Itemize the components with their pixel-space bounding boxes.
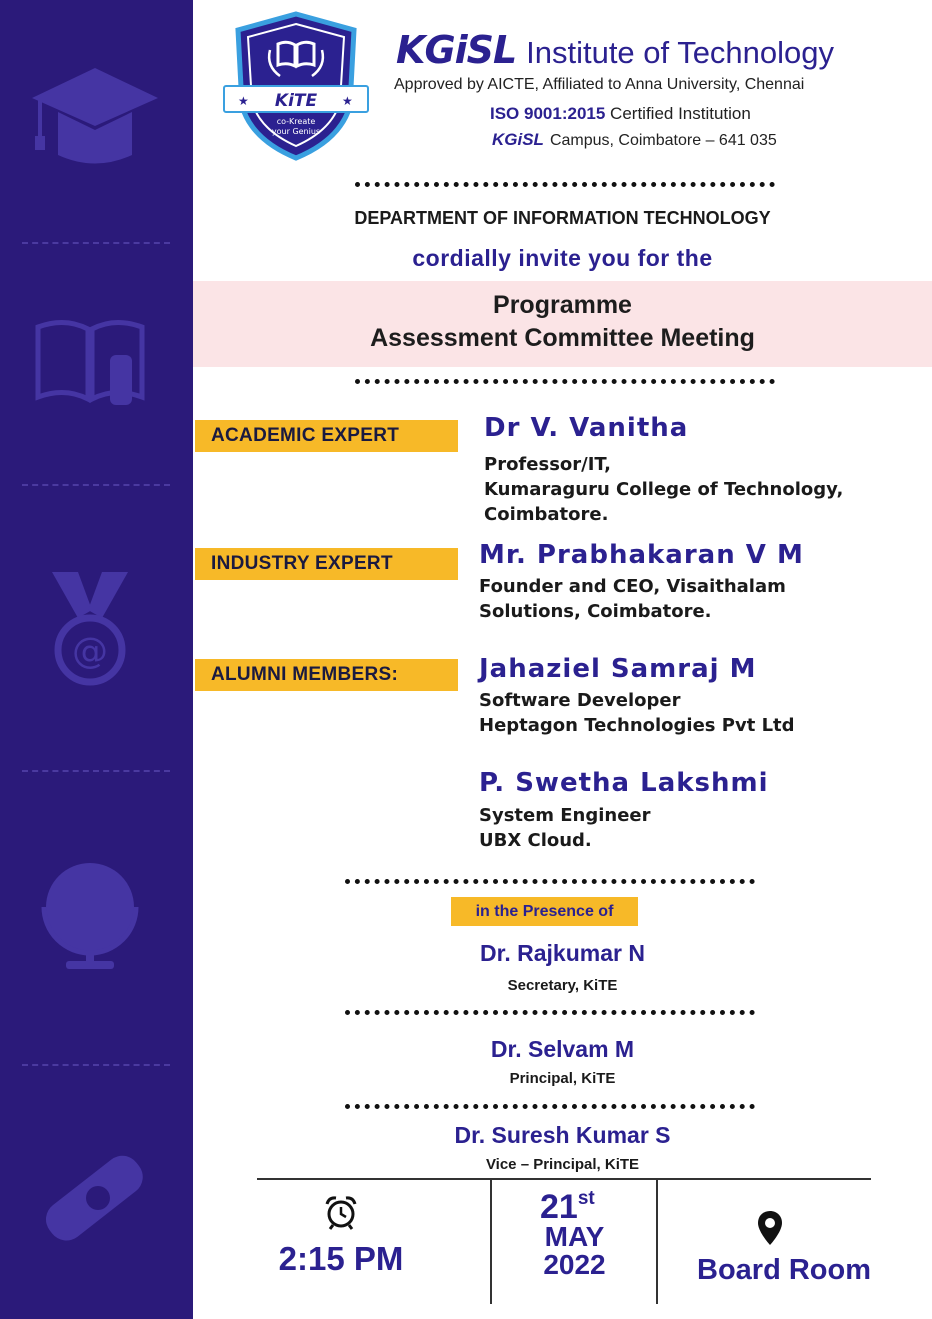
campus-brand: KGiSL <box>492 130 544 149</box>
academic-expert-name: Dr V. Vanitha <box>484 413 689 443</box>
globe-icon <box>30 855 150 975</box>
campus-line <box>492 130 777 150</box>
dotted-divider <box>345 1010 755 1015</box>
alumni-desc-2: UBX Cloud. <box>479 830 592 851</box>
event-title-line2: Assessment Committee Meeting <box>370 324 755 352</box>
presence-label: in the Presence of <box>451 897 638 926</box>
dignitary-role: Vice – Principal, KiTE <box>485 1156 640 1173</box>
book-icon <box>30 315 150 410</box>
invite-text: cordially invite you for the <box>412 245 713 271</box>
event-day-number: 21 <box>540 1188 578 1226</box>
department-title: DEPARTMENT OF INFORMATION TECHNOLOGY <box>354 208 771 228</box>
sidebar-divider <box>22 770 170 772</box>
alumni-desc-2: Heptagon Technologies Pvt Ltd <box>479 715 795 736</box>
diploma-scroll-icon <box>30 1140 155 1265</box>
dotted-divider <box>355 379 775 384</box>
iso-code: ISO 9001:2015 <box>490 104 606 123</box>
alumni-desc-1: Software Developer <box>479 690 681 711</box>
graduation-cap-icon <box>30 60 160 165</box>
academic-expert-tag: ACADEMIC EXPERT <box>195 420 458 452</box>
iso-text: Certified Institution <box>610 104 751 123</box>
industry-expert-desc-2: Solutions, Coimbatore. <box>479 601 712 622</box>
dignitary-role: Secretary, KiTE <box>507 977 618 994</box>
sidebar-divider <box>22 1064 170 1066</box>
dignitary-name: Dr. Selvam M <box>490 1036 635 1062</box>
decorative-sidebar <box>0 0 193 1319</box>
event-venue: Board Room <box>697 1254 871 1286</box>
event-banner <box>193 281 932 367</box>
industry-expert-name: Mr. Prabhakaran V M <box>479 540 804 570</box>
dotted-divider <box>345 879 755 884</box>
location-pin-icon <box>757 1210 783 1246</box>
alumni-members-tag: ALUMNI MEMBERS: <box>195 659 458 691</box>
footer-divider <box>257 1178 871 1180</box>
svg-text:★: ★ <box>342 94 353 108</box>
logo-name: KiTE <box>274 91 318 111</box>
industry-expert-tag: INDUSTRY EXPERT <box>195 548 458 580</box>
dignitary-role: Principal, KiTE <box>509 1070 616 1087</box>
svg-text:★: ★ <box>238 94 249 108</box>
logo-tagline-2: your Genius <box>271 127 321 136</box>
iso-line <box>490 104 751 124</box>
academic-expert-desc-3: Coimbatore. <box>484 504 609 525</box>
logo-tagline-1: co-Kreate <box>276 117 316 126</box>
alumni-name: Jahaziel Samraj M <box>479 654 757 684</box>
alarm-clock-icon <box>323 1194 359 1230</box>
event-time: 2:15 PM <box>278 1240 404 1277</box>
event-day-suffix: st <box>577 1188 595 1209</box>
medal-icon <box>30 570 150 690</box>
kite-logo <box>222 10 370 162</box>
sidebar-divider <box>22 484 170 486</box>
dignitary-name: Dr. Suresh Kumar S <box>454 1122 671 1148</box>
event-month: MAY <box>544 1221 605 1252</box>
sidebar-divider <box>22 242 170 244</box>
industry-expert-desc-1: Founder and CEO, Visaithalam <box>479 576 786 597</box>
event-title-line1: Programme <box>493 291 632 319</box>
svg-text:@: @ <box>72 631 108 672</box>
academic-expert-desc-2: Kumaraguru College of Technology, <box>484 479 844 500</box>
campus-text: Campus, Coimbatore – 641 035 <box>549 132 777 149</box>
approval-line: Approved by AICTE, Affiliated to Anna University, Chennai <box>394 76 805 93</box>
institute-title: Institute of Technology <box>526 35 835 70</box>
institute-name <box>396 28 834 72</box>
dotted-divider <box>355 182 775 187</box>
alumni-desc-1: System Engineer <box>479 805 651 826</box>
dotted-divider <box>345 1104 755 1109</box>
event-year: 2022 <box>543 1249 606 1280</box>
dignitary-name: Dr. Rajkumar N <box>480 940 645 966</box>
alumni-name: P. Swetha Lakshmi <box>479 768 769 798</box>
brand-wordmark: KGiSL <box>396 28 517 72</box>
academic-expert-desc-1: Professor/IT, <box>484 454 611 475</box>
